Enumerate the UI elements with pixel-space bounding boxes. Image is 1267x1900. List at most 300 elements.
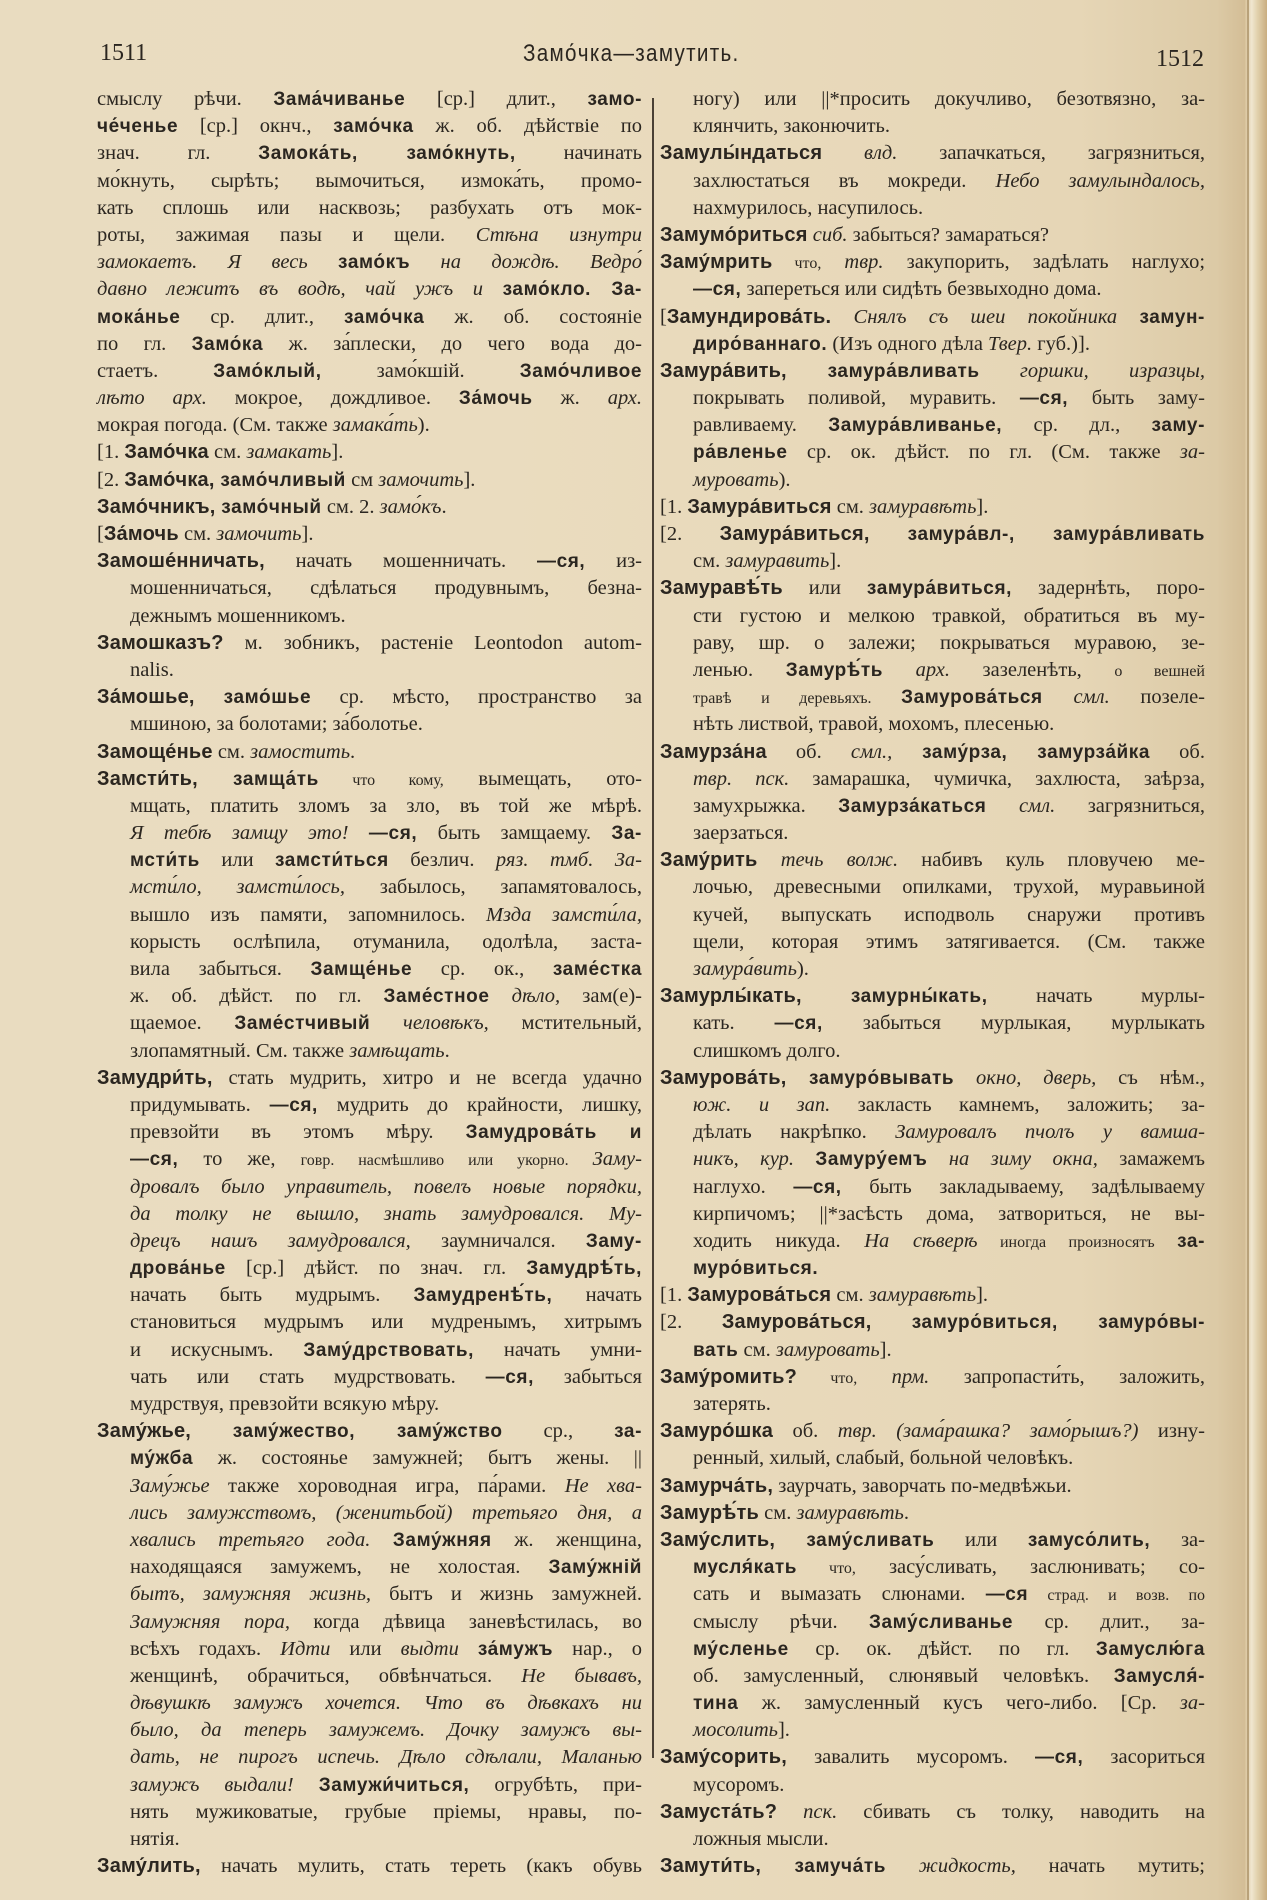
italic-text: замуравить — [725, 550, 830, 573]
text-span: об. замусленный, слюнявый человѣкъ. — [693, 1664, 1114, 1687]
bold-form: диро́ваннаго. — [693, 333, 828, 355]
text-span: завалить мусоромъ. — [787, 1746, 1035, 1769]
text-span: дежнымъ мошенникомъ. — [130, 604, 346, 627]
text-line — [660, 711, 1205, 738]
text-span: см. — [178, 523, 217, 545]
text-span: об. — [766, 740, 851, 763]
text-span: быть заму- — [1068, 387, 1205, 410]
text-span: находящаяся замужемъ, не холостая. — [130, 1556, 549, 1579]
text-line — [97, 1119, 642, 1146]
text-span: ]. — [829, 550, 842, 573]
italic-text: Небо замулындалось, — [995, 169, 1206, 192]
entry-line — [97, 385, 642, 412]
text-span: покрывать поливой, муравить. — [693, 387, 1020, 410]
text-span: нар., о — [553, 1637, 642, 1660]
text-span: ]. — [976, 495, 989, 518]
headword: Замоще́нье — [97, 740, 213, 763]
text-line — [660, 1228, 1205, 1255]
bold-form: муро́виться. — [693, 1258, 819, 1280]
entry-line — [660, 1473, 1205, 1500]
bold-form: Заму- — [585, 1230, 642, 1252]
bold-form: замо́чный — [221, 496, 322, 518]
text-span: см. — [831, 1284, 869, 1307]
text-line — [660, 1609, 1205, 1636]
text-span: зам(е)- — [560, 985, 642, 1008]
text-line — [97, 1391, 642, 1418]
text-span: стаетъ. — [97, 359, 214, 382]
left-column — [97, 86, 642, 1880]
bold-form: Замуру́емъ — [815, 1149, 928, 1171]
bold-form: замура́виться, — [866, 578, 1013, 600]
text-span: ж. состоянье замужней; бытъ жены. || — [193, 1447, 642, 1470]
text-line — [660, 1391, 1205, 1418]
entry-line — [660, 1282, 1205, 1309]
text-span: закласть камнемъ, заложить; за- — [830, 1093, 1205, 1116]
italic-text: юж. и зап. — [693, 1093, 831, 1116]
italic-text: Не бывавъ, — [521, 1664, 642, 1687]
text-span: . — [903, 1501, 909, 1524]
italic-text: Замуровалъ пчолъ у вамша- — [895, 1121, 1206, 1144]
bold-form: замо́чка — [333, 116, 414, 138]
italic-text: было, да теперь замужемъ. Дочку замужъ вы- — [130, 1719, 642, 1742]
text-span: [ — [97, 523, 104, 545]
text-span: м. зобникъ, растеніе Leontodon autom- — [223, 631, 642, 654]
bold-form: му́жба — [130, 1448, 194, 1470]
text-line — [97, 1690, 642, 1717]
text-span: замажемъ — [1097, 1148, 1205, 1171]
text-line — [97, 1038, 642, 1065]
headword: Замо́чка, — [124, 468, 221, 491]
text-span: см — [345, 468, 379, 491]
text-span: сать и вымазать слюнами. — [693, 1583, 986, 1606]
text-span: щаемое. — [130, 1012, 235, 1035]
entry-line — [660, 222, 1205, 249]
bold-form: Замурова́ться — [901, 687, 1043, 709]
text-span: ж. — [532, 387, 608, 410]
text-span: ]. — [879, 1338, 892, 1361]
text-span: мстительный, — [488, 1012, 642, 1035]
bold-form: —ся, — [1019, 388, 1069, 410]
text-line — [660, 385, 1205, 412]
text-line — [97, 1282, 642, 1309]
text-span: ложныя мысли. — [693, 1828, 829, 1850]
text-span: забыться? замараться? — [847, 223, 1049, 246]
headword: Заму́лить, — [97, 1855, 201, 1878]
text-span: ). — [796, 958, 809, 980]
italic-text: ряз. тмб. За- — [495, 849, 642, 872]
column-divider — [652, 98, 654, 1758]
italic-text: на дождѣ. Ведро́ — [410, 251, 643, 274]
bold-form: —ся, — [269, 1094, 318, 1116]
bold-form: замо́чливый — [220, 469, 346, 491]
text-span: набивъ куль пловучею ме- — [898, 849, 1205, 872]
entry-line — [660, 140, 1205, 167]
text-line — [660, 630, 1205, 657]
entry-line — [660, 1853, 1205, 1880]
italic-text: Замужняя пора, — [130, 1610, 290, 1633]
italic-text: Заму́жье — [130, 1474, 210, 1497]
headword: Замурова́ться, — [721, 1311, 912, 1334]
text-span: нахмурилось, насупилось. — [693, 196, 924, 219]
text-span: nalis. — [130, 658, 174, 681]
bold-form: Замудрова́ть и — [465, 1122, 642, 1144]
text-line — [97, 929, 642, 956]
text-line — [97, 1554, 642, 1581]
bold-form: Замура́вливанье, — [828, 415, 1003, 437]
text-line — [97, 575, 642, 602]
headword: Замура́вить, — [660, 359, 828, 382]
entry-line — [97, 1065, 642, 1092]
running-title: Замо́чка—замутить. — [523, 40, 740, 67]
text-span: мщать, платить зломъ за зло, въ той же мѣрѣ. — [130, 794, 642, 817]
entry-line — [97, 222, 642, 249]
text-span: придумывать. — [130, 1093, 270, 1116]
headword: Замурча́ть, — [660, 1474, 774, 1497]
bold-form: —ся, — [368, 823, 418, 845]
italic-text: мосолить — [693, 1719, 778, 1742]
text-line — [660, 1690, 1205, 1717]
text-span: или — [934, 1528, 1028, 1551]
text-span: начать мутить; — [1015, 1855, 1205, 1878]
text-span: смыслу рѣчи. — [693, 1610, 869, 1633]
italic-text: смл. — [1042, 686, 1110, 709]
italic-text: никъ, кур. — [693, 1148, 816, 1171]
text-span: ]. — [976, 1284, 989, 1307]
entry-line — [660, 521, 1205, 548]
text-span: забыться — [533, 1365, 642, 1388]
page-number-right: 1512 — [1156, 46, 1204, 72]
italic-text: замочить — [378, 468, 464, 491]
italic-text: за- — [1179, 441, 1205, 464]
headword: Замуро́шка — [660, 1420, 774, 1443]
headword: Замура́виться, — [719, 523, 908, 545]
bold-form: Замурза́каться — [838, 795, 987, 817]
entry-line — [97, 1853, 642, 1880]
headword: Замурлы́кать, — [660, 985, 851, 1008]
text-span: замухрыжка. — [693, 794, 839, 817]
entry-line — [660, 1500, 1205, 1527]
entry-line — [97, 276, 642, 303]
bold-form: —ся, — [130, 1149, 179, 1171]
text-span: начать мошенничать. — [264, 550, 537, 573]
text-line — [660, 1119, 1205, 1146]
text-line — [97, 1744, 642, 1771]
italic-text: жидкость, — [886, 1855, 1016, 1878]
text-line — [660, 1663, 1205, 1690]
text-span: см. — [759, 1501, 797, 1524]
headword: За́мочь — [103, 523, 179, 545]
text-span: губ.)]. — [1032, 332, 1090, 355]
text-span: ср. длит., за- — [1013, 1610, 1206, 1633]
entry-line — [97, 195, 642, 222]
text-line — [660, 684, 1205, 711]
text-span: см. — [212, 740, 251, 763]
text-span: [1. — [660, 1284, 688, 1307]
italic-text: Твер. — [988, 332, 1033, 355]
text-span: безлич. — [388, 849, 496, 872]
text-line — [97, 983, 642, 1010]
text-span: страд. и возв. по — [1028, 1587, 1205, 1605]
entry-line — [97, 739, 642, 766]
text-span: превзойти въ этомъ мѣру. — [130, 1121, 466, 1144]
text-line — [660, 657, 1205, 684]
text-line — [97, 902, 642, 929]
italic-text: лѣто арх. — [97, 387, 207, 410]
italic-text: замуравѣть — [868, 1284, 977, 1307]
headword: Замурѣ́ть — [660, 1501, 760, 1524]
entry-line — [97, 521, 642, 548]
text-line — [97, 1772, 642, 1799]
bold-form: Замусля́- — [1113, 1665, 1205, 1687]
bold-form: Зама́чиванье — [273, 89, 406, 110]
text-line — [660, 956, 1205, 983]
text-span: мокрое, дождливое. — [206, 387, 459, 410]
italic-text: Заму- — [592, 1148, 642, 1171]
bold-form: замсти́ться — [275, 850, 389, 872]
text-span: раву, шр. о залежи; покрываться муравою, зе- — [693, 631, 1205, 654]
headword: Замурова́ться — [687, 1284, 832, 1307]
italic-text: замочить — [216, 523, 302, 545]
text-span: злопамятный. См. также — [130, 1039, 350, 1062]
text-span: ренный, хилый, слабый, больной человѣкъ. — [693, 1447, 1074, 1470]
headword: Замура́виться — [687, 495, 832, 518]
italic-text: замокаетъ. Я весь — [97, 251, 339, 274]
headword: Замумо́риться — [660, 223, 808, 246]
italic-text: Идти — [280, 1637, 331, 1660]
entry-line — [97, 168, 642, 195]
italic-text: да толку не вышло, знать замудровался. Му- — [130, 1202, 642, 1225]
text-span: начать — [552, 1284, 642, 1307]
text-span: ]. — [301, 523, 314, 545]
italic-text: лись замужствомъ, (женитьбой) третьяго дня, а — [130, 1501, 642, 1524]
text-span: становиться мудрымъ или мудренымъ, хитрымъ — [130, 1311, 642, 1334]
text-span: замарашка, чумичка, захлюста, заѣрза, — [789, 767, 1205, 790]
italic-text: дѣло, — [489, 985, 561, 1008]
text-line — [660, 902, 1205, 929]
bold-form: замун- — [1139, 306, 1205, 328]
italic-text: арх. — [607, 387, 643, 410]
headword: Замулы́ндаться — [660, 142, 823, 165]
italic-text: замостить — [250, 740, 351, 763]
italic-text: замо́къ — [379, 495, 442, 518]
bold-form: Замока́ть, замо́кнуть, — [258, 143, 516, 165]
text-span: бытъ и жизнь замужней. — [371, 1583, 643, 1606]
italic-text: муровать — [693, 468, 779, 491]
text-line — [97, 793, 642, 820]
text-span: о вешней — [1114, 662, 1205, 680]
page-header — [0, 40, 1267, 80]
text-span: щели, которая этимъ затягивается. (См. также — [693, 930, 1205, 953]
text-span: . — [350, 740, 356, 763]
text-line — [660, 548, 1205, 575]
text-line — [660, 929, 1205, 956]
text-span: и искуснымъ. — [130, 1338, 304, 1361]
bold-form: Заму́дрствовать, — [303, 1339, 475, 1361]
text-span: ж. женщина, — [491, 1528, 643, 1551]
text-span: кучей, выпускать исподволь снаружи противъ — [693, 903, 1205, 926]
headword: Заму́мрить — [660, 251, 773, 274]
text-span: ]. — [331, 441, 344, 464]
headword: За́мошье, — [97, 686, 224, 709]
entry-line — [97, 86, 642, 113]
text-span: дѣлать накрѣпко. — [693, 1121, 896, 1144]
text-line — [97, 711, 642, 738]
text-span: ср. мѣсто, пространство за — [311, 686, 642, 709]
text-span: то же, — [178, 1148, 301, 1171]
italic-text: дать, не пирогъ испечь. Дѣло сдѣлали, Маланью — [130, 1746, 642, 1769]
bold-form: Замще́нье — [310, 959, 413, 980]
text-span: всѣхъ годахъ. — [130, 1637, 281, 1660]
text-line — [660, 1255, 1205, 1282]
text-span: говр. насмѣшливо или укорно. — [300, 1152, 593, 1170]
text-span: что, — [772, 255, 822, 273]
text-span: [2. — [660, 523, 720, 545]
entry-line — [660, 1527, 1205, 1554]
headword: Замудри́ть, — [97, 1066, 213, 1089]
text-span: также хороводная игра, па́рами. — [209, 1474, 565, 1497]
text-span: . — [444, 1039, 450, 1062]
bold-form: мока́нье — [97, 306, 181, 328]
bold-form: заме́стка — [552, 959, 642, 980]
headword: Замсти́ть, — [97, 767, 234, 790]
headword: Замо́чникъ, — [97, 495, 222, 518]
bold-form: замо́кло. За- — [502, 279, 642, 301]
page-number-left: 1511 — [100, 40, 148, 66]
bold-form: за́мужъ — [477, 1638, 554, 1660]
bold-form: —ся — [985, 1584, 1029, 1606]
text-span: ж. об. состояніе — [424, 305, 642, 328]
text-line — [660, 168, 1205, 195]
text-line — [660, 331, 1205, 358]
text-span: начать мулить, стать тереть (какъ обувь — [200, 1855, 642, 1878]
italic-text: арх. — [883, 658, 950, 681]
entry-line — [660, 1309, 1205, 1336]
italic-text: замакать — [246, 441, 332, 464]
text-span: ). — [417, 414, 430, 437]
bold-form: заму́сливать — [806, 1529, 935, 1551]
headword: Замоше́нничать, — [97, 550, 265, 573]
text-line — [660, 195, 1205, 222]
text-span: [1. — [660, 495, 688, 518]
italic-text: замуравѣть — [869, 495, 977, 518]
text-span: изну- — [1138, 1420, 1206, 1443]
text-span: об. — [773, 1420, 838, 1443]
text-line — [660, 820, 1205, 847]
italic-text: на зиму окна, — [927, 1148, 1098, 1171]
text-span: мокрая погода. (См. также — [97, 414, 333, 437]
text-line — [97, 1010, 642, 1037]
headword: Замуста́ть? — [660, 1800, 778, 1823]
text-line — [97, 956, 642, 983]
text-span: затерять. — [693, 1393, 771, 1415]
text-line — [97, 1581, 642, 1608]
italic-text: замужъ выдали! — [130, 1773, 319, 1796]
text-span: [1. — [97, 441, 125, 464]
text-span: лочью, древесными опилками, трухой, муравьиной — [693, 876, 1205, 899]
text-line — [97, 1826, 642, 1853]
bold-form: Заме́стное — [383, 986, 490, 1008]
italic-text: дрецъ нашъ замудровался, — [130, 1229, 411, 1252]
text-span: ]. — [463, 468, 476, 491]
headword: Замуравѣ́ть — [660, 577, 783, 600]
bold-form: —ся, — [536, 551, 586, 573]
text-line — [97, 603, 642, 630]
text-span: ср. ок., — [412, 958, 553, 980]
text-span: заерзаться. — [693, 822, 789, 845]
text-span: позеле- — [1109, 686, 1205, 709]
text-line — [660, 1146, 1205, 1173]
text-span: ленью. — [693, 658, 786, 681]
text-span: что, — [797, 1369, 858, 1387]
text-span: смыслу рѣчи. — [97, 88, 274, 110]
text-span: [2. — [97, 468, 125, 491]
text-span: ср. длит., — [180, 305, 344, 328]
headword: Заму́слить, — [660, 1528, 807, 1551]
bold-form: замуро́виться, замуро́вы- — [911, 1312, 1205, 1334]
text-span: нятія. — [130, 1828, 180, 1850]
italic-text: смл. — [986, 794, 1056, 817]
text-span: стать мудрить, хитро и не всегда удачно — [212, 1066, 642, 1089]
text-span: . — [441, 495, 447, 518]
text-line — [660, 1010, 1205, 1037]
text-span: быть замщаему. — [417, 822, 612, 845]
text-span: ср. ок. дѣйст. по гл. (См. также — [787, 441, 1180, 464]
text-line — [97, 1473, 642, 1500]
text-span: [ср.] окнч., — [178, 115, 334, 138]
text-line — [660, 793, 1205, 820]
text-line — [660, 1554, 1205, 1581]
text-span: кать сплошь или насквозь; разбухать отъ мок- — [97, 196, 642, 219]
text-span: об. — [1150, 740, 1205, 763]
bold-form: Замо́ка — [191, 333, 264, 355]
bold-form: Заму́сливанье — [868, 1611, 1014, 1633]
bold-form: замо́шье — [223, 687, 312, 709]
text-span: см. — [831, 495, 870, 518]
text-span: ж. об. дѣйст. по гл. — [130, 985, 384, 1008]
text-line — [97, 1255, 642, 1282]
entry-line — [660, 1065, 1205, 1092]
text-line — [660, 1038, 1205, 1065]
text-span: женщинѣ, обрачиться, обвѣнчаться. — [130, 1664, 522, 1687]
text-span: сбивать съ толку, наводить на — [837, 1800, 1205, 1823]
text-span: см. — [738, 1338, 776, 1361]
text-span: ногу) или ||*просить докучливо, безотвязно, за- — [693, 88, 1205, 110]
text-span: запачкаться, загрязниться, — [897, 142, 1205, 165]
entry-line — [660, 358, 1205, 385]
italic-text: течь волж. — [757, 849, 899, 872]
text-line — [97, 1663, 642, 1690]
bold-form: Замудренѣ́ть, — [413, 1285, 553, 1307]
entry-line — [97, 140, 642, 167]
headword: Заму́ромить? — [660, 1365, 798, 1388]
text-span: начать быть мудрымъ. — [130, 1284, 414, 1307]
text-span: запереться или сидѣть безвыходно дома. — [741, 278, 1102, 301]
entry-line — [660, 1364, 1205, 1391]
entry-line — [97, 1418, 642, 1445]
italic-text: бытъ, замужняя жизнь, — [130, 1583, 372, 1606]
text-span: кирпичомъ; ||*засѣсть дома, затвориться, не вы- — [693, 1202, 1205, 1225]
entry-line — [97, 304, 642, 331]
bold-form: замща́ть — [233, 768, 319, 790]
text-line — [660, 1174, 1205, 1201]
text-line — [97, 1337, 642, 1364]
text-line — [97, 1146, 642, 1173]
text-span: захлюстаться въ мокреди. — [693, 169, 996, 192]
bold-form: замо́къ — [338, 252, 411, 274]
text-span: загрязниться, — [1055, 794, 1205, 817]
text-span: ж. за́плески, до чего вода до- — [263, 332, 642, 355]
bold-form: Заму́жній — [548, 1557, 642, 1579]
